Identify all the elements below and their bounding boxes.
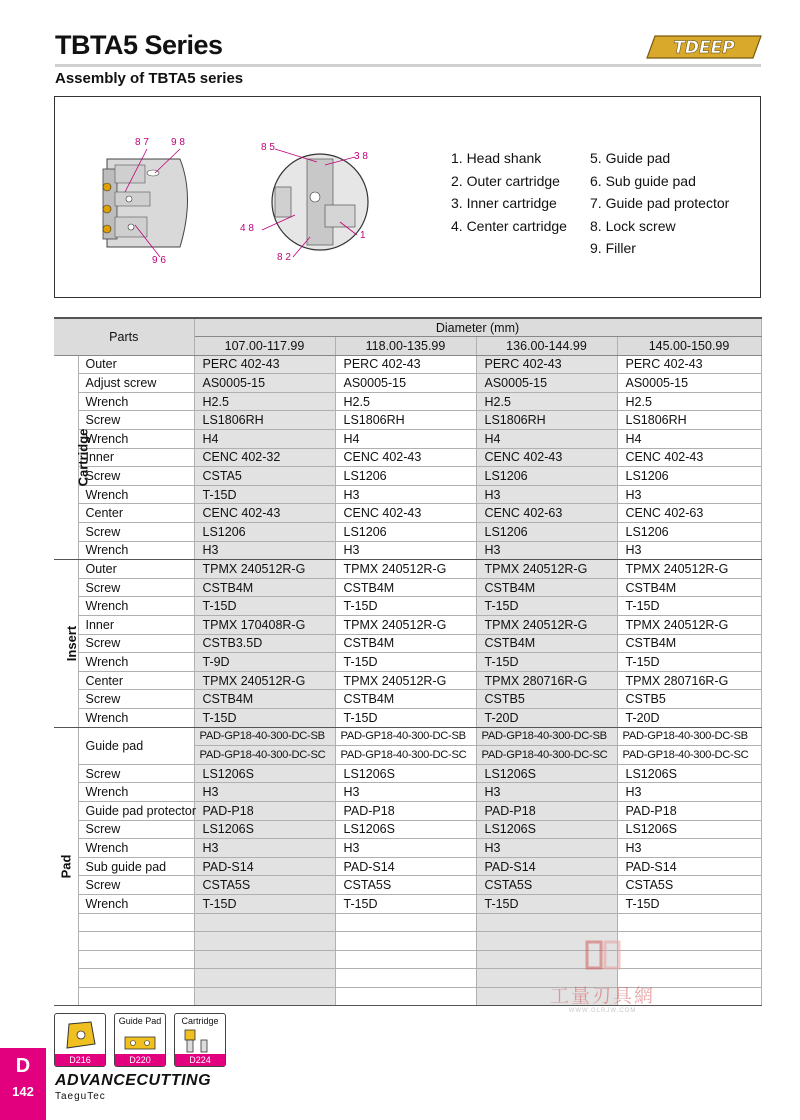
table-cell: H2.5 — [335, 392, 476, 411]
table-cell: T-15D — [617, 597, 761, 616]
part-name: Wrench — [78, 783, 194, 802]
table-cell: PERC 402-43 — [194, 355, 335, 374]
callout-side-bottom: 9 6 — [152, 255, 166, 266]
empty-row — [54, 913, 761, 932]
table-row — [54, 560, 761, 579]
empty-cell — [335, 932, 476, 951]
assembly-drawing — [55, 97, 435, 297]
table-cell: CSTA5S — [617, 876, 761, 895]
table-cell: CENC 402-63 — [476, 504, 617, 523]
table-cell: CSTB4M — [194, 690, 335, 709]
table-cell: TPMX 170408R-G — [194, 616, 335, 635]
table-row — [54, 485, 761, 504]
part-name: Screw — [78, 467, 194, 486]
table-cell: T-15D — [194, 597, 335, 616]
part-name: Wrench — [78, 839, 194, 858]
part-name: Screw — [78, 690, 194, 709]
table-row — [54, 653, 761, 672]
table-cell: H3 — [476, 783, 617, 802]
table-row — [54, 690, 761, 709]
diameter-range: 118.00-135.99 — [335, 337, 476, 356]
table-cell: CSTB4M — [476, 578, 617, 597]
table-cell: TPMX 240512R-G — [335, 671, 476, 690]
table-cell: LS1206S — [617, 764, 761, 783]
table-cell: TPMX 280716R-G — [617, 671, 761, 690]
table-row — [54, 578, 761, 597]
table-cell: H3 — [617, 485, 761, 504]
watermark — [535, 940, 670, 1020]
table-cell: PAD-GP18-40-300-DC-SC — [617, 746, 761, 765]
table-row — [54, 355, 761, 374]
table-cell: PAD-GP18-40-300-DC-SC — [194, 746, 335, 765]
table-cell: CENC 402-43 — [335, 448, 476, 467]
part-name: Screw — [78, 876, 194, 895]
table-cell: PAD-P18 — [617, 801, 761, 820]
table-row — [54, 801, 761, 820]
table-cell: PAD-GP18-40-300-DC-SB — [476, 727, 617, 746]
table-cell: CSTA5S — [194, 876, 335, 895]
group-label-cell — [54, 560, 78, 727]
table-cell: T-15D — [335, 653, 476, 672]
side-view-drawing — [103, 149, 188, 257]
table-cell: LS1206 — [476, 523, 617, 542]
table-cell: H3 — [617, 783, 761, 802]
legend-right — [590, 147, 729, 260]
table-cell: LS1806RH — [476, 411, 617, 430]
table-cell: PAD-GP18-40-300-DC-SC — [335, 746, 476, 765]
guide-pad-ref-page: D220 — [115, 1054, 165, 1066]
table-cell: H3 — [194, 541, 335, 560]
guide-pad-icon — [115, 1031, 165, 1053]
table-cell: T-15D — [617, 894, 761, 913]
table-cell: PAD-GP18-40-300-DC-SB — [617, 727, 761, 746]
table-cell: CSTB4M — [617, 578, 761, 597]
table-cell: AS0005-15 — [617, 374, 761, 393]
table-cell: PAD-GP18-40-300-DC-SB — [194, 727, 335, 746]
empty-cell — [194, 913, 335, 932]
table-cell: H2.5 — [194, 392, 335, 411]
table-cell: LS1206 — [617, 467, 761, 486]
part-name: Screw — [78, 820, 194, 839]
callout-front-top-left: 8 5 — [261, 142, 275, 153]
table-cell: TPMX 240512R-G — [335, 616, 476, 635]
table-cell: H4 — [194, 430, 335, 449]
table-row — [54, 392, 761, 411]
table-cell: CENC 402-43 — [194, 504, 335, 523]
part-name: Outer — [78, 355, 194, 374]
table-cell: H3 — [617, 839, 761, 858]
table-cell: LS1206 — [194, 523, 335, 542]
empty-cell — [335, 913, 476, 932]
table-cell: T-15D — [476, 597, 617, 616]
table-cell: LS1206 — [476, 467, 617, 486]
callout-side-top-left: 8 7 — [135, 137, 149, 148]
table-cell: H3 — [335, 485, 476, 504]
table-cell: H2.5 — [617, 392, 761, 411]
part-name: Center — [78, 671, 194, 690]
legend-item: 9. Filler — [590, 240, 636, 257]
legend-left — [451, 147, 567, 237]
table-cell: CSTA5S — [335, 876, 476, 895]
table-cell: H3 — [335, 839, 476, 858]
group-label: Cartridge — [75, 428, 91, 487]
table-cell: T-15D — [335, 708, 476, 727]
group-label-cell — [54, 355, 91, 560]
table-cell: H3 — [476, 839, 617, 858]
table-cell: TPMX 280716R-G — [476, 671, 617, 690]
insert-icon — [55, 1016, 105, 1056]
table-cell: LS1206S — [476, 820, 617, 839]
part-name: Wrench — [78, 653, 194, 672]
part-name: Wrench — [78, 485, 194, 504]
legend-item: 2. Outer cartridge — [451, 172, 560, 189]
parts-header: Parts — [54, 318, 194, 355]
table-cell: CSTB4M — [617, 634, 761, 653]
table-cell: CSTB4M — [194, 578, 335, 597]
table-row — [54, 541, 761, 560]
table-row — [54, 448, 761, 467]
table-cell: H3 — [335, 541, 476, 560]
table-cell: CSTB4M — [335, 578, 476, 597]
table-cell: TPMX 240512R-G — [617, 560, 761, 579]
table-cell: PERC 402-43 — [476, 355, 617, 374]
table-cell: PAD-S14 — [476, 857, 617, 876]
legend-item: 6. Sub guide pad — [590, 172, 696, 189]
table-row — [54, 857, 761, 876]
table-cell: LS1206S — [617, 820, 761, 839]
table-cell: CSTB5 — [617, 690, 761, 709]
table-cell: TPMX 240512R-G — [476, 616, 617, 635]
parts-table — [54, 317, 762, 1006]
table-cell: LS1206S — [335, 820, 476, 839]
empty-cell — [78, 932, 194, 951]
diameter-range: 145.00-150.99 — [617, 337, 761, 356]
table-cell: LS1206S — [194, 764, 335, 783]
table-cell: PAD-P18 — [194, 801, 335, 820]
empty-cell — [78, 950, 194, 969]
table-row — [54, 876, 761, 895]
table-cell: CENC 402-63 — [617, 504, 761, 523]
part-name: Screw — [78, 578, 194, 597]
part-name: Screw — [78, 634, 194, 653]
callout-side-top-right: 9 8 — [171, 137, 185, 148]
callout-front-bottom: 8 2 — [277, 252, 291, 263]
part-name: Guide pad protector — [78, 801, 194, 820]
part-name: Wrench — [78, 392, 194, 411]
empty-cell — [78, 987, 194, 1006]
legend-item: 5. Guide pad — [590, 150, 671, 166]
table-cell: LS1806RH — [335, 411, 476, 430]
empty-cell — [194, 987, 335, 1006]
table-cell: PAD-S14 — [194, 857, 335, 876]
diameter-range: 107.00-117.99 — [194, 337, 335, 356]
legend-item: 7. Guide pad protector — [590, 195, 730, 212]
table-cell: LS1206 — [617, 523, 761, 542]
table-cell: LS1206S — [335, 764, 476, 783]
table-cell: TPMX 240512R-G — [194, 560, 335, 579]
table-row — [54, 634, 761, 653]
table-row — [54, 374, 761, 393]
callout-front-right: 1 — [360, 230, 366, 241]
brand-logo: ADVANCECUTTING — [55, 1072, 212, 1089]
table-cell: PERC 402-43 — [335, 355, 476, 374]
table-cell: CSTA5 — [194, 467, 335, 486]
page-number: 142 — [12, 1084, 34, 1099]
legend-item: 3. Inner cartridge — [451, 195, 557, 212]
table-cell: TPMX 240512R-G — [335, 560, 476, 579]
section-tab — [0, 1048, 46, 1120]
table-row — [54, 430, 761, 449]
legend-item: 8. Lock screw — [590, 217, 676, 234]
table-cell: LS1206S — [194, 820, 335, 839]
table-cell: T-9D — [194, 653, 335, 672]
empty-cell — [194, 932, 335, 951]
empty-cell — [335, 950, 476, 969]
table-cell: LS1206S — [476, 764, 617, 783]
table-cell: LS1206 — [335, 523, 476, 542]
table-row — [54, 504, 761, 523]
table-cell: PERC 402-43 — [617, 355, 761, 374]
empty-cell — [335, 987, 476, 1006]
table-row — [54, 894, 761, 913]
table-row — [54, 820, 761, 839]
table-cell: T-15D — [335, 894, 476, 913]
table-cell: H3 — [335, 783, 476, 802]
empty-cell — [194, 950, 335, 969]
part-name: Wrench — [78, 894, 194, 913]
empty-cell — [194, 969, 335, 988]
section-letter: D — [15, 1055, 31, 1077]
guide-pad-ref-card[interactable] — [114, 1013, 166, 1067]
table-cell: H4 — [335, 430, 476, 449]
diameter-range: 136.00-144.99 — [476, 337, 617, 356]
table-cell: T-15D — [194, 485, 335, 504]
table-cell: PAD-P18 — [476, 801, 617, 820]
table-cell: CENC 402-43 — [617, 448, 761, 467]
table-cell: AS0005-15 — [194, 374, 335, 393]
table-row — [54, 839, 761, 858]
table-cell: CSTA5S — [476, 876, 617, 895]
table-cell: PAD-GP18-40-300-DC-SC — [476, 746, 617, 765]
table-cell: T-15D — [194, 894, 335, 913]
table-cell: PAD-S14 — [617, 857, 761, 876]
table-cell: TPMX 240512R-G — [476, 560, 617, 579]
part-name: Center — [78, 504, 194, 523]
table-cell: H4 — [617, 430, 761, 449]
table-cell: H2.5 — [476, 392, 617, 411]
table-cell: T-20D — [617, 708, 761, 727]
table-cell: LS1806RH — [194, 411, 335, 430]
table-cell: T-20D — [476, 708, 617, 727]
insert-ref-card[interactable] — [54, 1013, 106, 1067]
cartridge-ref-page: D224 — [175, 1054, 225, 1066]
empty-cell — [335, 969, 476, 988]
part-name: Adjust screw — [78, 374, 194, 393]
cartridge-icon — [175, 1028, 225, 1054]
empty-cell — [78, 913, 194, 932]
group-label: Insert — [64, 625, 80, 662]
part-name: Inner — [78, 616, 194, 635]
table-row — [54, 616, 761, 635]
table-cell: PAD-S14 — [335, 857, 476, 876]
title-rule — [55, 64, 761, 67]
tdeep-logo — [645, 34, 763, 60]
table-cell: CSTB4M — [335, 690, 476, 709]
part-name: Screw — [78, 411, 194, 430]
part-name: Wrench — [78, 541, 194, 560]
table-cell: CENC 402-43 — [476, 448, 617, 467]
table-row — [54, 727, 761, 746]
table-cell: LS1206 — [335, 467, 476, 486]
insert-ref-page: D216 — [55, 1054, 105, 1066]
guide-pad-caption: Guide Pad — [118, 1016, 162, 1026]
watermark-logo-icon — [583, 940, 623, 972]
table-cell: LS1806RH — [617, 411, 761, 430]
table-cell: H3 — [194, 783, 335, 802]
empty-cell — [476, 913, 617, 932]
watermark-text: 工量刃具網 — [549, 985, 655, 1007]
table-cell: PAD-P18 — [335, 801, 476, 820]
empty-cell — [78, 969, 194, 988]
svg-text:TDEEP: TDEEP — [673, 38, 735, 58]
table-cell: H4 — [476, 430, 617, 449]
table-cell: H3 — [194, 839, 335, 858]
table-row — [54, 764, 761, 783]
page-subtitle: Assembly of TBTA5 series — [55, 70, 244, 87]
table-cell: H3 — [476, 541, 617, 560]
part-name: Screw — [78, 523, 194, 542]
table-cell: T-15D — [476, 653, 617, 672]
table-cell: T-15D — [476, 894, 617, 913]
table-row — [54, 708, 761, 727]
part-name: Wrench — [78, 708, 194, 727]
table-cell: H3 — [476, 485, 617, 504]
table-row — [54, 671, 761, 690]
table-cell: CENC 402-32 — [194, 448, 335, 467]
group-label: Pad — [58, 854, 74, 879]
legend-item: 1. Head shank — [451, 150, 542, 166]
callout-front-top-right: 3 8 — [354, 151, 368, 162]
table-cell: AS0005-15 — [335, 374, 476, 393]
table-row — [54, 597, 761, 616]
table-cell: H3 — [617, 541, 761, 560]
part-name: Screw — [78, 764, 194, 783]
table-cell: AS0005-15 — [476, 374, 617, 393]
table-cell: T-15D — [194, 708, 335, 727]
table-cell: PAD-GP18-40-300-DC-SB — [335, 727, 476, 746]
table-row — [54, 411, 761, 430]
cartridge-caption: Cartridge — [181, 1016, 219, 1026]
diameter-header: Diameter (mm) — [194, 318, 761, 337]
legend-item: 4. Center cartridge — [451, 217, 567, 234]
part-name: Sub guide pad — [78, 857, 194, 876]
table-cell: CSTB4M — [335, 634, 476, 653]
table-cell: CSTB3.5D — [194, 634, 335, 653]
assembly-diagram-box — [54, 96, 761, 298]
table-cell: TPMX 240512R-G — [194, 671, 335, 690]
brand-company: TaeguTec — [55, 1091, 106, 1102]
table-row — [54, 467, 761, 486]
cartridge-ref-card[interactable] — [174, 1013, 226, 1067]
callout-front-left: 4 8 — [240, 223, 254, 234]
table-row — [54, 523, 761, 542]
table-cell: T-15D — [617, 653, 761, 672]
table-cell: TPMX 240512R-G — [617, 616, 761, 635]
table-cell: CSTB5 — [476, 690, 617, 709]
page-title: TBTA5 Series — [55, 30, 223, 60]
front-view-drawing — [262, 149, 368, 257]
part-name: Guide pad — [78, 727, 194, 764]
table-cell: CSTB4M — [476, 634, 617, 653]
table-row — [54, 783, 761, 802]
watermark-url: WWW.GLRJW.COM — [568, 1008, 637, 1014]
group-label-cell — [54, 727, 78, 1006]
part-name: Wrench — [78, 430, 194, 449]
table-cell: T-15D — [335, 597, 476, 616]
table-cell: CENC 402-43 — [335, 504, 476, 523]
part-name: Wrench — [78, 597, 194, 616]
empty-cell — [617, 913, 761, 932]
part-name: Inner — [78, 448, 194, 467]
part-name: Outer — [78, 560, 194, 579]
